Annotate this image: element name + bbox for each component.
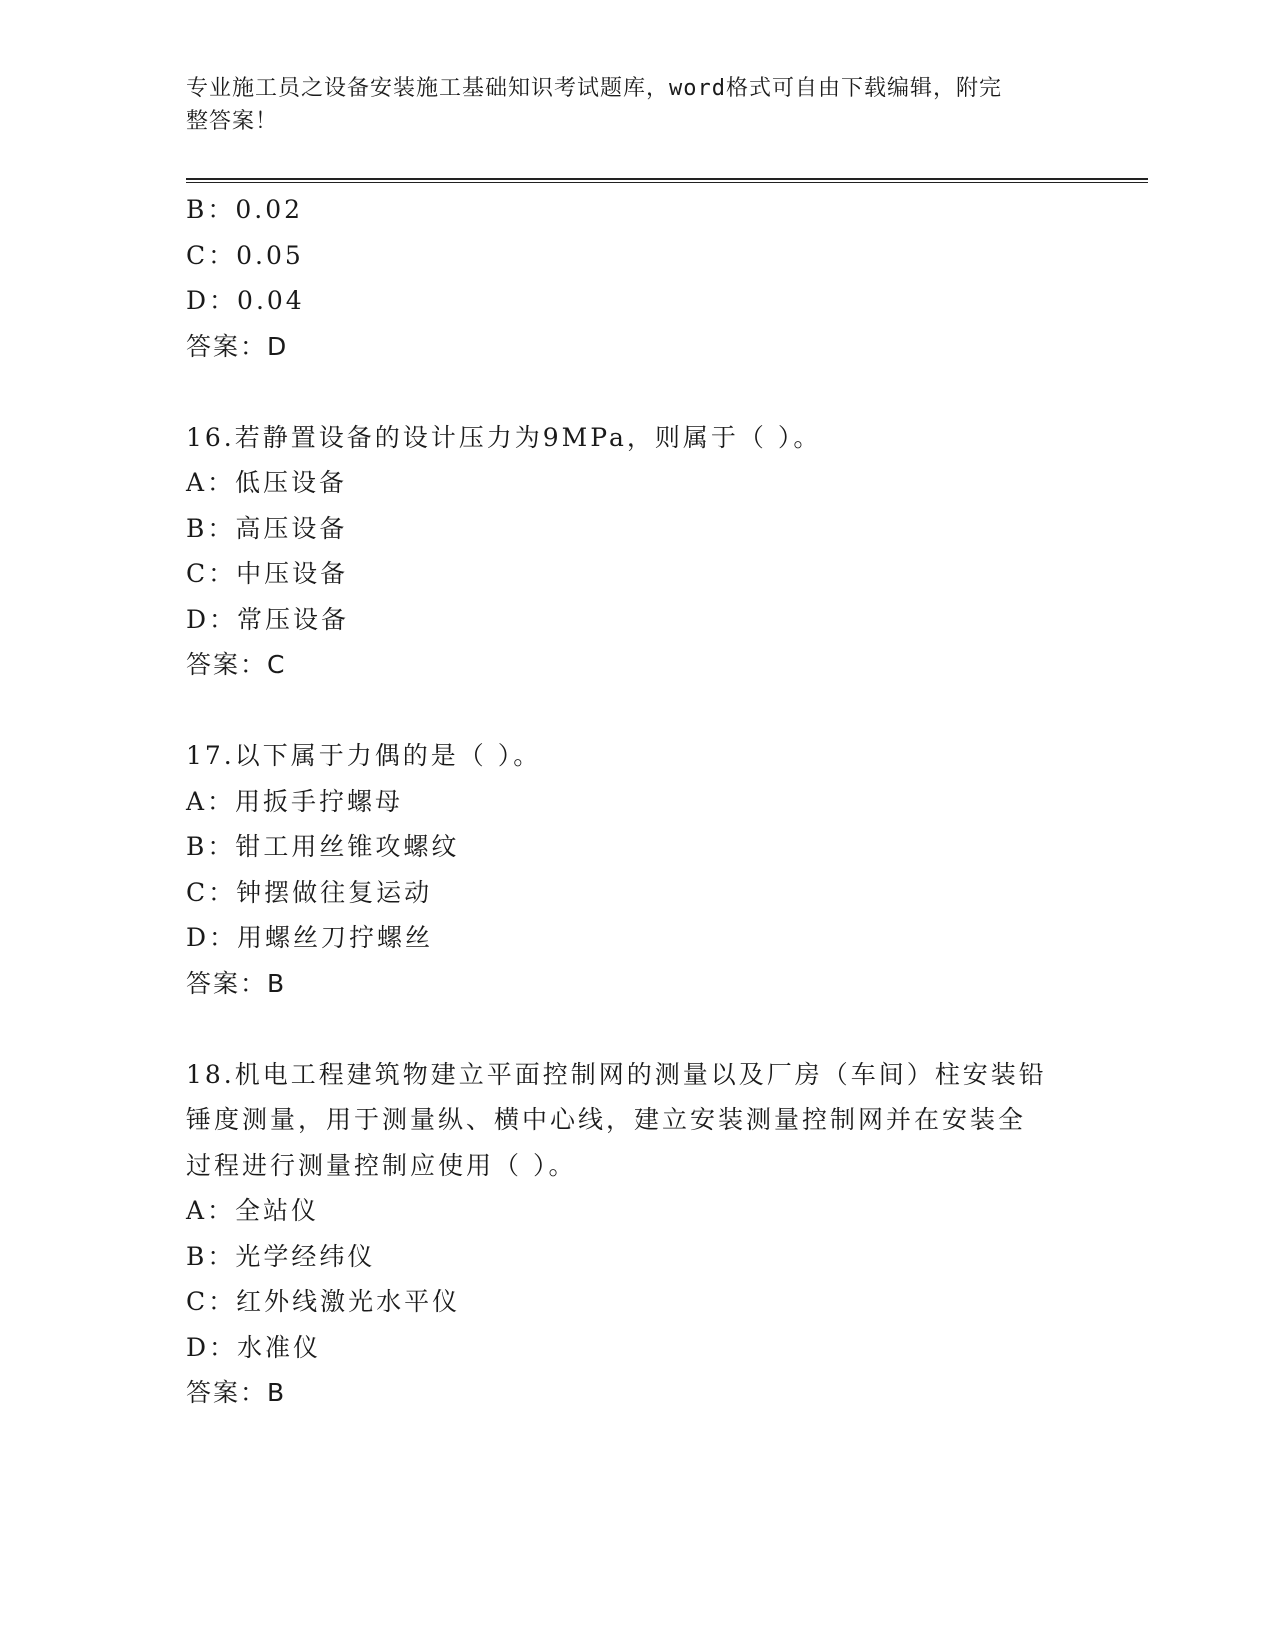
question-stem: 16.若静置设备的设计压力为9MPa，则属于（ ）。 [186,422,822,452]
option-a: A：全站仪 [186,1196,320,1225]
option-b: B：高压设备 [186,513,348,543]
spacer [186,369,1086,415]
spacer [186,688,1086,734]
option-d: D：水准仪 [186,1332,322,1362]
question-stem-line-3: 过程进行测量控制应使用（ ）。 [186,1150,577,1180]
option-b: B：钳工用丝锥攻螺纹 [186,832,460,861]
question-stem-line-2: 锤度测量，用于测量纵、横中心线，建立安装测量控制网并在安装全 [186,1105,1027,1134]
question-content [186,187,1086,1416]
option-d: D：用螺丝刀拧螺丝 [186,923,434,952]
question-16 [186,415,1086,688]
option-b: B：光学经纬仪 [186,1241,376,1271]
answer-line: 答案：C [186,650,287,679]
option-d: D：0.04 [186,286,305,315]
document-header [186,72,1066,138]
header-divider-thin [186,182,1148,183]
question-stem [186,1052,1066,1189]
option-b: B：0.02 [186,195,304,224]
spacer [186,1006,1086,1052]
option-c: C：0.05 [186,240,304,270]
answer-line: 答案：B [186,968,287,998]
header-divider-thick [186,178,1148,180]
header-line-1: 专业施工员之设备安装施工基础知识考试题库，word格式可自由下载编辑，附完 [186,76,1002,101]
option-a: A：用扳手拧螺母 [186,786,404,816]
option-c: C：红外线激光水平仪 [186,1287,461,1316]
option-a: A：低压设备 [186,468,348,497]
question-17 [186,733,1086,1006]
option-d: D：常压设备 [186,604,350,634]
option-c: C：中压设备 [186,559,349,588]
answer-line: 答案：B [186,1378,287,1407]
question-stem: 17.以下属于力偶的是（ ）。 [186,741,542,770]
question-15-tail [186,187,1086,369]
header-line-2: 整答案！ [186,109,279,134]
option-c: C：钟摆做往复运动 [186,877,433,907]
answer-line: 答案：D [186,331,289,361]
question-18 [186,1052,1086,1416]
question-stem-line-1: 18.机电工程建筑物建立平面控制网的测量以及厂房（车间）柱安装铅 [186,1059,1047,1089]
